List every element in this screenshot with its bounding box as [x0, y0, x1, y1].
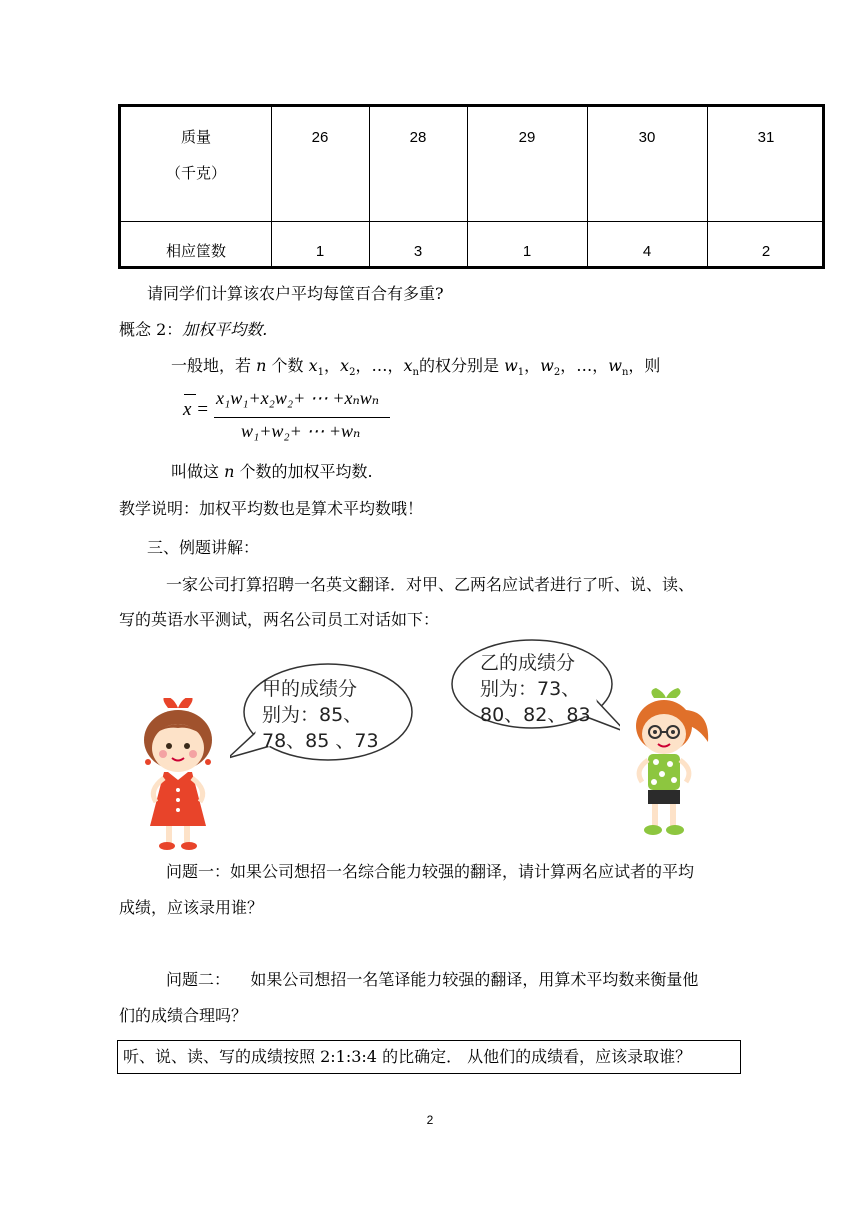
weight-cell: 26: [311, 129, 329, 146]
example-line-2: 写的英语水平测试，两名公司员工对话如下：: [119, 610, 440, 629]
header-weight: 质量 （千克）: [165, 128, 226, 182]
formula-denominator: w₁+w₂+ ⋯ +wₙ: [241, 421, 361, 441]
girl-yi-illustration: [620, 686, 716, 842]
teaching-note: 教学说明：加权平均数也是算术平均数哦！: [119, 499, 424, 518]
example-line-1: 一家公司打算招聘一名英文翻译．对甲、乙两名应试者进行了听、说、读、: [166, 575, 695, 594]
question-two-line-2: 们的成绩合理吗？: [119, 1006, 248, 1025]
weight-table: [118, 104, 825, 269]
formula-lhs: x =: [183, 399, 210, 420]
bubble-left-text: 甲的成绩分 别为：85、 78、85 、73: [262, 678, 379, 752]
page-number: 2: [426, 1113, 434, 1127]
question-one-line-1: 问题一：如果公司想招一名综合能力较强的翻译，请计算两名应试者的平均: [166, 862, 695, 881]
bubble-right-text: 乙的成绩分 别为：73、 80、82、83: [480, 652, 591, 726]
question-average: 请同学们计算该农户平均每筐百合有多重?: [147, 284, 444, 303]
formula-numerator: x₁w₁+x₂w₂+ ⋯ +xₙwₙ: [216, 388, 380, 408]
count-cell: 4: [642, 243, 652, 260]
weight-cell: 28: [409, 129, 427, 146]
weight-cell: 29: [518, 129, 536, 146]
section-heading: 三、例题讲解：: [147, 538, 260, 557]
ratio-question-box: [117, 1040, 741, 1074]
question-one-line-2: 成绩，应该录用谁？: [119, 898, 264, 917]
header-count: 相应筐数: [165, 242, 226, 260]
weight-cell: 31: [757, 129, 775, 146]
count-cell: 3: [413, 243, 423, 260]
girl-jia-illustration: [130, 698, 230, 854]
count-cell: 2: [761, 243, 771, 260]
weight-cell: 30: [638, 129, 656, 146]
general-definition: 一般地，若 n 个数 $x_1$，$x_2$，…，$x_n$的权分别是 $w_1$，$w_2$，…，$w_n$，则: [171, 356, 661, 379]
count-cell: 1: [522, 243, 532, 260]
concept-heading: 概念 2：加权平均数.: [119, 320, 268, 339]
ratio-question-text: 听、说、读、写的成绩按照 2:1:3:4 的比确定． 从他们的成绩看，应该录取谁？: [123, 1047, 692, 1066]
count-cell: 1: [315, 243, 325, 260]
question-two-line-1: 问题二： 如果公司想招一名笔译能力较强的翻译，用算术平均数来衡量他: [166, 970, 699, 989]
weighted-mean-called: 叫做这 n 个数的加权平均数.: [171, 462, 373, 481]
